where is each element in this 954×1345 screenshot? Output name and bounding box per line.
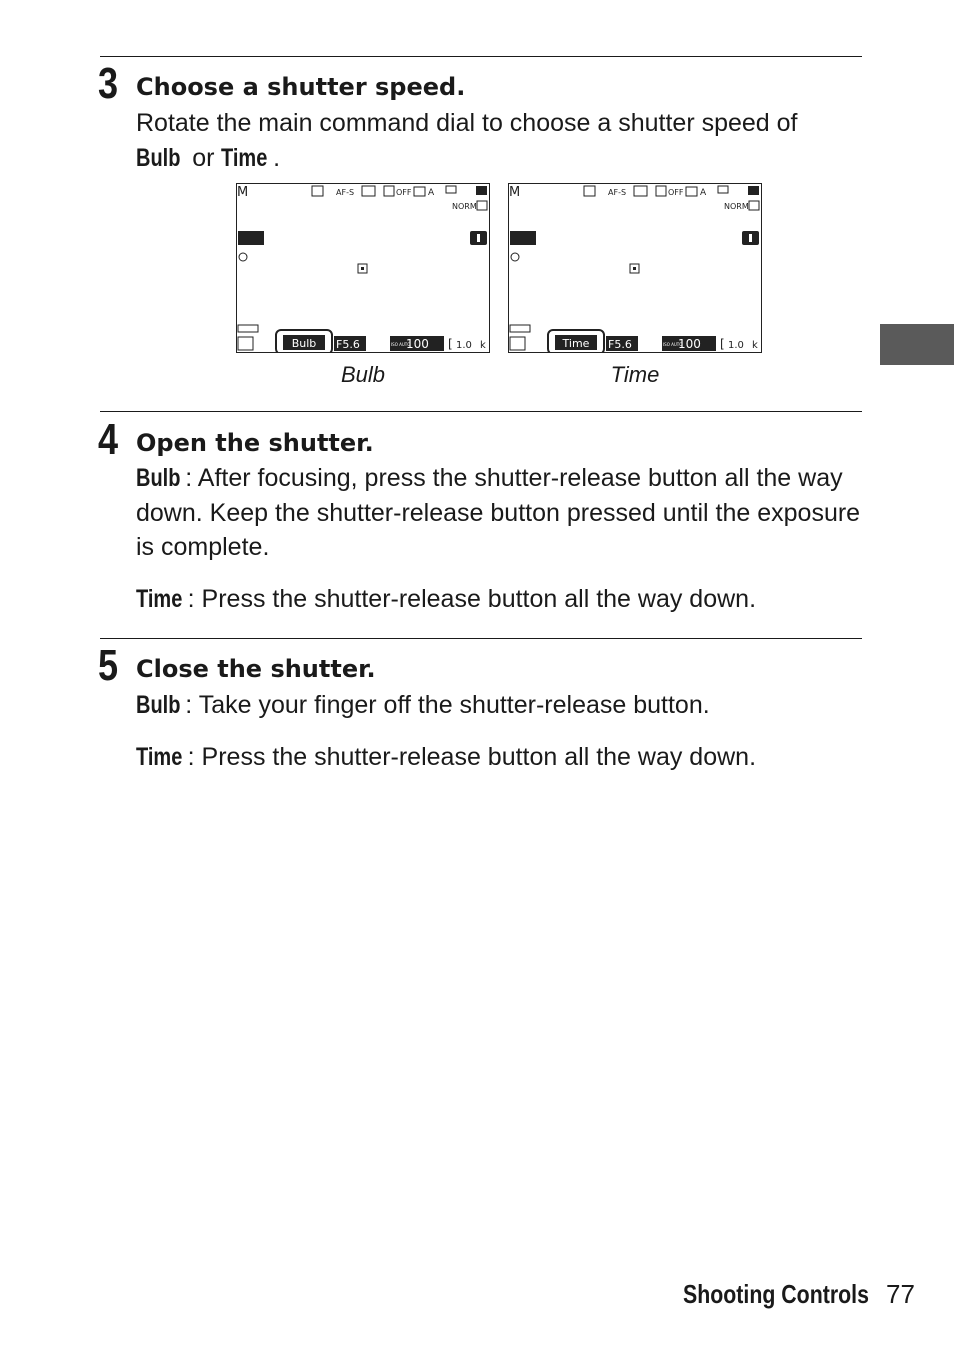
step4-bulb-text: : After focusing, press the shutter-release button all the way down. Keep the shutter-release button pressed until the exposure is complete. — [136, 464, 861, 561]
keyword-time: Time — [136, 585, 183, 613]
step3-body-text: Rotate the main command dial to choose a shutter speed of — [136, 109, 798, 137]
aperture-value: F5.6 — [336, 338, 360, 351]
step3-body-or: or — [192, 143, 215, 172]
section-rule-step4 — [100, 411, 862, 412]
shutter-speed-value: Bulb — [291, 337, 317, 350]
step-number-5: 5 — [98, 641, 119, 690]
frames-remaining: 1.0 — [728, 340, 744, 351]
section-rule-step3 — [100, 56, 862, 57]
step3-title: Choose a shutter speed. — [136, 73, 466, 101]
mode-indicator: M — [509, 185, 521, 200]
keyword-bulb: Bulb — [136, 464, 181, 492]
shutter-speed-value: Time — [562, 337, 590, 350]
chapter-tab — [880, 324, 954, 365]
step4-title: Open the shutter. — [136, 429, 374, 457]
image-quality-indicator: NORM — [452, 202, 477, 211]
camera-screen-time — [508, 183, 762, 353]
caption-bulb: Bulb — [340, 362, 386, 387]
step4-time-text: : Press the shutter-release button all the way down. — [187, 585, 757, 613]
step-number-4: 4 — [98, 415, 119, 464]
iso-label: ISO AUTO — [391, 342, 411, 347]
step4-bulb-paragraph — [136, 461, 871, 565]
flash-indicator: OFF — [396, 188, 412, 197]
svg-text:[: [ — [448, 337, 453, 351]
step3-body-period: . — [273, 143, 281, 172]
camera-screen-bulb — [236, 183, 490, 353]
iso-value: 100 — [678, 337, 701, 351]
step5-bulb-text: : Take your finger off the shutter-release button. — [185, 691, 710, 719]
image-quality-indicator: NORM — [724, 202, 749, 211]
step5-bulb-paragraph — [136, 688, 871, 723]
section-rule-step5 — [100, 638, 862, 639]
step5-time-text: : Press the shutter-release button all the way down. — [187, 743, 757, 771]
iso-label: ISO AUTO — [663, 342, 683, 347]
caption-time: Time — [610, 362, 660, 387]
svg-text:[: [ — [720, 337, 725, 351]
af-mode-indicator: AF-S — [608, 188, 627, 197]
flash-indicator: OFF — [668, 188, 684, 197]
frames-unit: k — [480, 340, 486, 351]
flash-mode-indicator: A — [428, 188, 435, 198]
keyword-bulb: Bulb — [136, 691, 181, 719]
step5-time-paragraph — [136, 740, 871, 775]
frames-remaining: 1.0 — [456, 340, 472, 351]
step-number-3: 3 — [98, 59, 119, 108]
keyword-time: Time — [221, 143, 268, 172]
frames-unit: k — [752, 340, 758, 351]
iso-value: 100 — [406, 337, 429, 351]
keyword-time: Time — [136, 743, 183, 771]
af-mode-indicator: AF-S — [336, 188, 355, 197]
step4-time-paragraph — [136, 582, 871, 617]
flash-mode-indicator: A — [700, 188, 707, 198]
aperture-value: F5.6 — [608, 338, 632, 351]
mode-indicator: M — [237, 185, 249, 200]
step5-title: Close the shutter. — [136, 655, 376, 683]
step3-body — [136, 106, 871, 175]
keyword-bulb: Bulb — [136, 143, 181, 172]
footer-section-title: Shooting Controls — [683, 1279, 869, 1309]
page-number: 77 — [886, 1279, 915, 1309]
